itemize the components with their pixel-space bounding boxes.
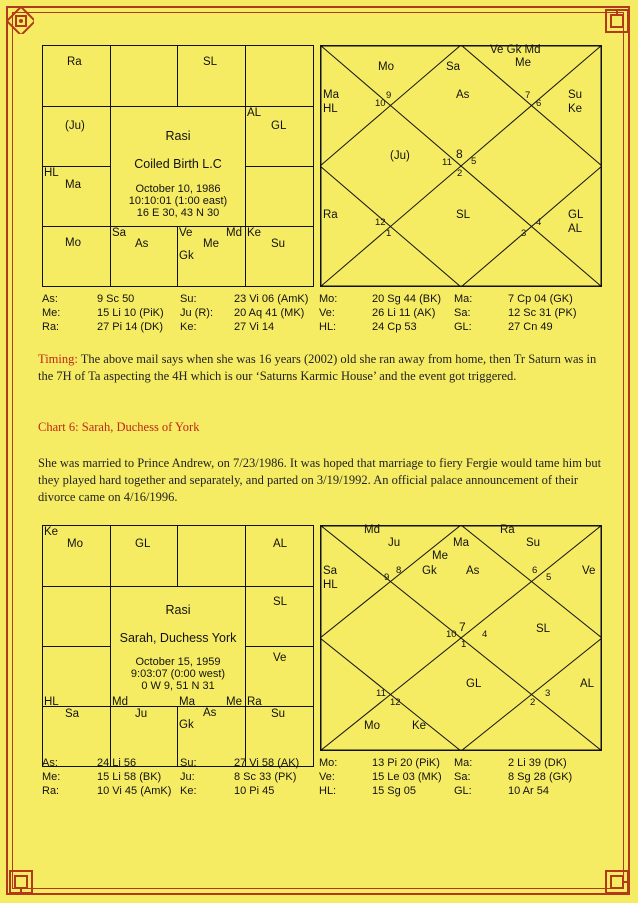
planet-label: Mo [364, 720, 380, 732]
planet-name-cell: As: [42, 757, 58, 769]
planet-position-cell: 15 Sg 05 [372, 785, 417, 797]
north-indian-chart-1 [320, 45, 602, 287]
planet-position-cell: 15 Le 03 (MK) [372, 771, 442, 783]
planet-name-cell: HL: [319, 785, 337, 797]
planet-label: GL [271, 120, 287, 132]
house-number: 4 [482, 629, 488, 640]
planet-position-cell: 7 Cp 04 (GK) [508, 293, 573, 305]
planet-label: Ma [179, 696, 195, 708]
planet-position-cell: 27 Cn 49 [508, 321, 553, 333]
planet-position-cell: 23 Vi 06 (AmK) [234, 293, 309, 305]
house-number: 3 [545, 688, 551, 699]
planet-position-cell: 24 Li 56 [97, 757, 137, 769]
planet-label: Mo [65, 237, 81, 249]
south-indian-chart-2 [42, 525, 314, 767]
planet-label: Me [515, 57, 531, 69]
planet-position-cell: 20 Aq 41 (MK) [234, 307, 305, 319]
planet-name-cell: Sa: [454, 771, 471, 783]
planet-label: Me [226, 696, 242, 708]
table-row [42, 307, 602, 320]
planet-label: HL [323, 103, 338, 115]
planet-name-cell: Sa: [454, 307, 471, 319]
planet-position-cell: 10 Pi 45 [234, 785, 275, 797]
planet-position-cell: 12 Sc 31 (PK) [508, 307, 577, 319]
planet-label: Md [364, 524, 380, 536]
house-number: 12 [375, 217, 386, 228]
planet-name-cell: Ma: [454, 757, 473, 769]
planet-name-cell: Ke: [180, 785, 197, 797]
planet-label: Ke [247, 227, 262, 239]
birth-coords: 16 E 30, 43 N 30 [136, 207, 220, 219]
planet-position-cell: 8 Sg 28 (GK) [508, 771, 573, 783]
planet-label: AL [273, 538, 288, 550]
planet-label: GL [135, 538, 151, 550]
planet-label: Gk [422, 565, 437, 577]
planet-name-cell: Mo: [319, 757, 338, 769]
timing-body: The above mail says when she was 16 years (2002) old she ran away from home, then Tr Saturn was in the 7H of Ta aspecting the 4H which is our ‘Saturns Karmic House’ and the event got triggered. [38, 352, 597, 383]
chart-title: Rasi [165, 129, 191, 143]
planet-label: Me [203, 238, 219, 250]
house-number: 7 [459, 620, 466, 634]
planet-label: (Ju) [390, 150, 410, 162]
planet-name-cell: Ma: [454, 293, 473, 305]
planet-name-cell: Ju: [180, 771, 195, 783]
birth-time: 10:10:01 (1:00 east) [128, 195, 228, 207]
house-number: 8 [396, 565, 402, 576]
planet-label: Ju [135, 708, 148, 720]
planet-label: Md [112, 696, 128, 708]
house-number: 3 [521, 228, 527, 239]
house-number: 6 [536, 98, 542, 109]
house-number: 5 [471, 156, 477, 167]
planet-label: Sa [65, 708, 80, 720]
planet-label: Su [271, 708, 286, 720]
table-row [42, 785, 602, 798]
house-number: 2 [457, 168, 463, 179]
planet-name-cell: Mo: [319, 293, 338, 305]
planet-name-cell: GL: [454, 321, 472, 333]
house-number: 8 [456, 147, 463, 161]
planet-label: Sa [323, 565, 338, 577]
house-number: 11 [376, 688, 386, 699]
planet-label: Ve Gk Md [490, 44, 541, 56]
planet-label: AL [580, 678, 595, 690]
planet-label: Sa [112, 227, 127, 239]
planet-label: HL [44, 696, 59, 708]
birth-coords: 0 W 9, 51 N 31 [141, 680, 215, 692]
planet-label: GL [466, 678, 482, 690]
planet-name-cell: Ra: [42, 321, 60, 333]
planet-label: GL [568, 209, 584, 221]
house-number: 6 [532, 565, 538, 576]
house-number: 10 [446, 629, 457, 640]
chart-name: Coiled Birth L.C [134, 157, 222, 171]
planet-name-cell: Ra: [42, 785, 60, 797]
planet-position-cell: 13 Pi 20 (PiK) [372, 757, 440, 769]
planet-position-cell: 8 Sc 33 (PK) [234, 771, 297, 783]
planet-position-cell: 27 Vi 14 [234, 321, 275, 333]
endless-knot-icon [8, 8, 34, 34]
planet-label: Md [226, 227, 242, 239]
planet-label: As [456, 89, 470, 101]
chart-title: Rasi [165, 603, 191, 617]
planet-label: Ve [273, 652, 287, 664]
planet-label: SL [536, 623, 551, 635]
planet-label: Ma [453, 537, 469, 549]
house-number: 12 [390, 697, 401, 708]
sarah-paragraph: She was married to Prince Andrew, on 7/23/1986. It was hoped that marriage to fiery Fergie would tame him but they played hard together and separately, and parted on 3/19/1992. An official palace announcement of their divorce came on 4/16/1996. [38, 456, 602, 504]
birth-date: October 15, 1959 [135, 656, 221, 668]
planet-position-cell: 20 Sg 44 (BK) [372, 293, 442, 305]
planet-label: Ve [582, 565, 596, 577]
table-row [42, 757, 602, 770]
planet-label: Su [271, 238, 286, 250]
planet-label: SL [203, 56, 218, 68]
planet-position-cell: 15 Li 10 (PiK) [97, 307, 164, 319]
table-row [42, 771, 602, 784]
planet-label: Ra [67, 56, 82, 68]
planet-label: HL [44, 167, 59, 179]
house-number: 2 [530, 697, 536, 708]
north-indian-chart-2 [320, 525, 602, 767]
planet-label: HL [323, 579, 338, 591]
planet-name-cell: Ve: [319, 771, 335, 783]
planet-label: Ke [44, 526, 59, 538]
house-number: 1 [461, 639, 467, 650]
house-number: 1 [386, 228, 392, 239]
house-number: 5 [546, 572, 552, 583]
table-row [42, 321, 602, 334]
planet-label: Ma [323, 89, 339, 101]
planet-label: As [135, 238, 149, 250]
planet-position-cell: 15 Li 58 (BK) [97, 771, 162, 783]
corner-ornament-icon [604, 869, 630, 895]
table-row [42, 293, 602, 306]
planet-label: AL [568, 223, 583, 235]
corner-ornament-icon [8, 869, 34, 895]
planet-label: As [203, 707, 217, 719]
planet-name-cell: Ke: [180, 321, 197, 333]
birth-date: October 10, 1986 [135, 183, 221, 195]
planet-label: Gk [179, 250, 194, 262]
planet-label: Ma [65, 179, 81, 191]
planet-label: Ke [412, 720, 427, 732]
planet-name-cell: GL: [454, 785, 472, 797]
planet-label: SL [273, 596, 288, 608]
planet-label: (Ju) [65, 120, 85, 132]
planet-name-cell: Su: [180, 757, 197, 769]
timing-label: Timing: [38, 352, 78, 366]
planet-label: Mo [378, 61, 394, 73]
planet-label: Me [432, 550, 448, 562]
planet-label: As [466, 565, 480, 577]
chart-name: Sarah, Duchess York [119, 631, 237, 645]
timing-paragraph [38, 351, 603, 385]
planet-label: Ve [179, 227, 193, 239]
planet-label: Sa [446, 61, 461, 73]
planet-name-cell: HL: [319, 321, 337, 333]
planet-position-cell: 27 Vi 58 (AK) [234, 757, 300, 769]
planet-label: Su [568, 89, 583, 101]
chart6-heading: Chart 6: Sarah, Duchess of York [38, 420, 200, 434]
south-indian-chart-1 [42, 45, 314, 287]
planet-label: Ju [388, 537, 401, 549]
planet-position-cell: 27 Pi 14 (DK) [97, 321, 164, 333]
planet-position-cell: 26 Li 11 (AK) [372, 307, 436, 319]
planet-position-cell: 10 Ar 54 [508, 785, 549, 797]
planet-label: Gk [179, 719, 194, 731]
house-number: 4 [536, 217, 542, 228]
planet-position-cell: 24 Cp 53 [372, 321, 417, 333]
planet-label: Ke [568, 103, 583, 115]
corner-ornament-icon [604, 8, 630, 34]
planet-label: AL [247, 107, 262, 119]
planet-label: SL [456, 209, 471, 221]
planet-position-cell: 10 Vi 45 (AmK) [97, 785, 172, 797]
planet-name-cell: Ve: [319, 307, 335, 319]
birth-time: 9:03:07 (0:00 west) [130, 668, 226, 680]
planet-label: Ra [500, 524, 515, 536]
planet-label: Mo [67, 538, 83, 550]
house-number: 7 [525, 90, 531, 101]
planet-name-cell: As: [42, 293, 58, 305]
planet-name-cell: Me: [42, 771, 61, 783]
planet-name-cell: Su: [180, 293, 197, 305]
planet-label: Ra [247, 696, 262, 708]
planet-name-cell: Me: [42, 307, 61, 319]
planet-label: Ra [323, 209, 338, 221]
planet-position-cell: 2 Li 39 (DK) [508, 757, 567, 769]
planet-position-cell: 9 Sc 50 [97, 293, 135, 305]
house-number: 10 [375, 98, 386, 109]
planet-name-cell: Ju (R): [180, 307, 213, 319]
house-number: 11 [442, 157, 452, 168]
house-number: 9 [384, 572, 390, 583]
house-number: 9 [386, 90, 392, 101]
planet-label: Su [526, 537, 541, 549]
